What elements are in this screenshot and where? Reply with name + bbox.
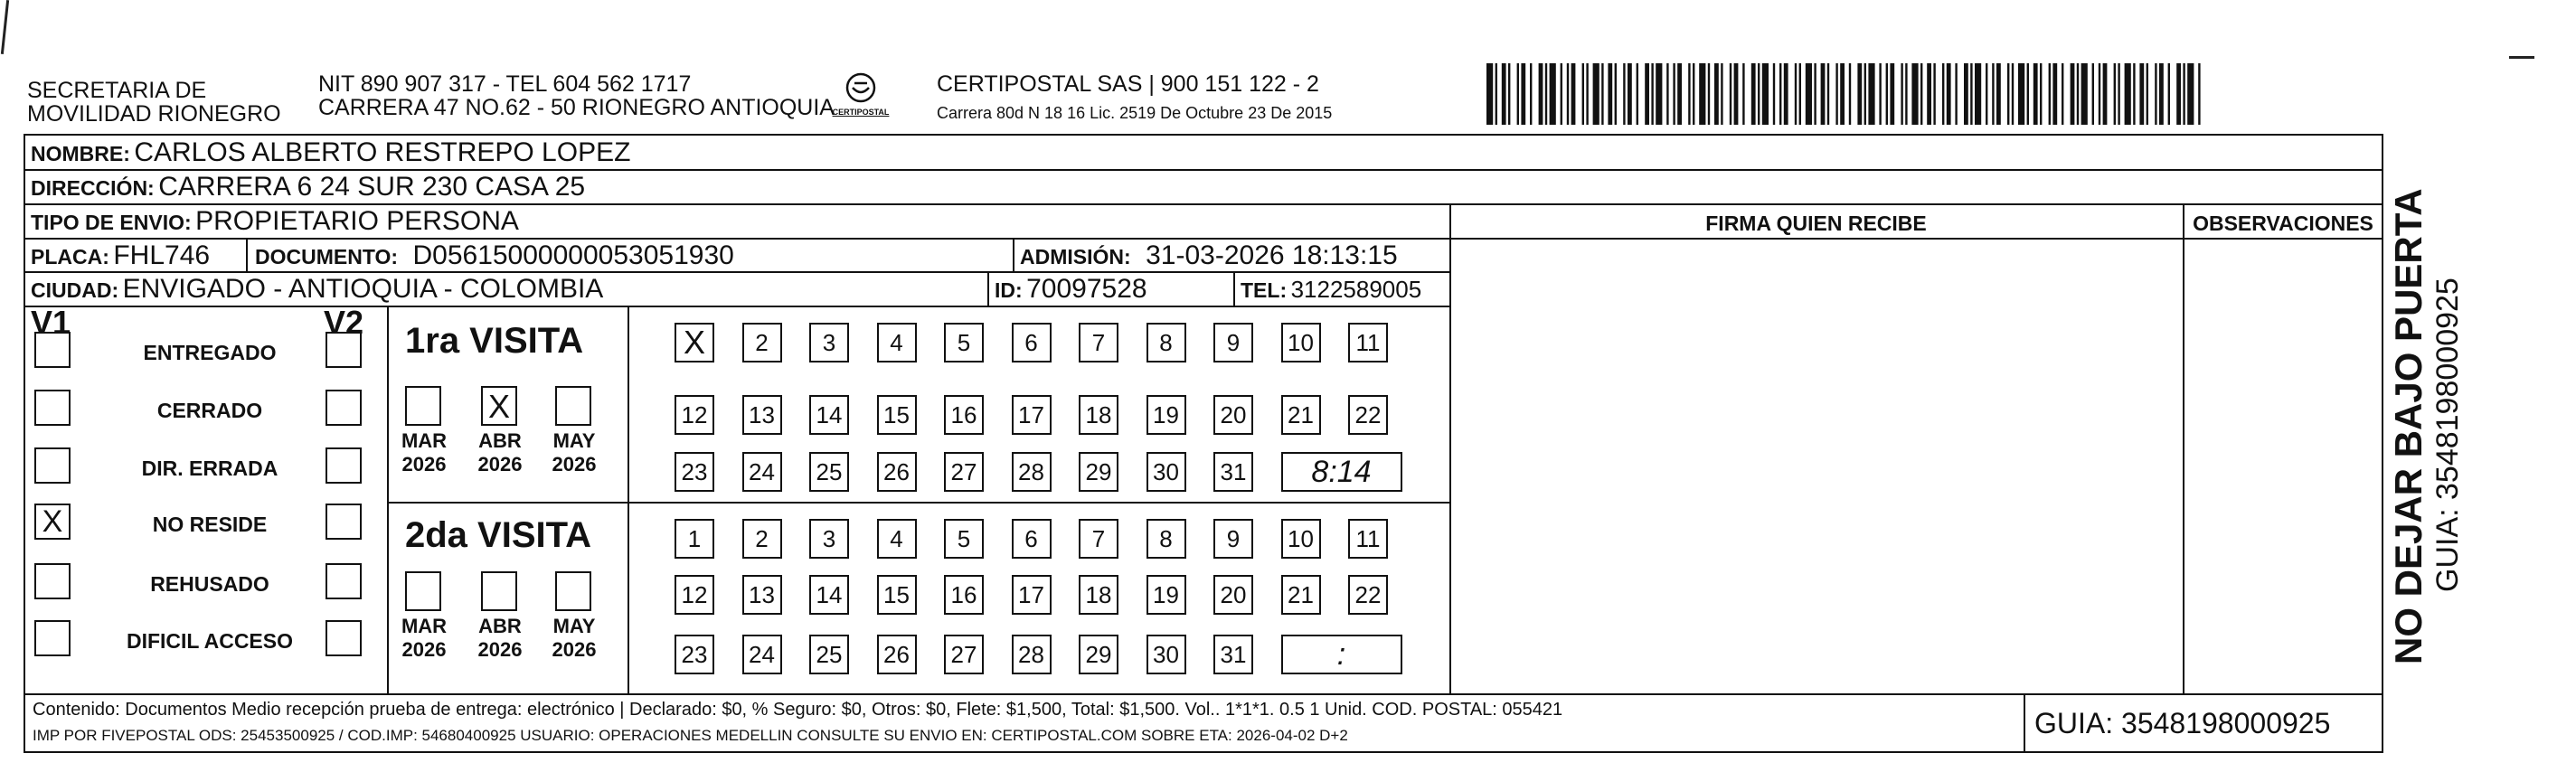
barcode-bar <box>1992 63 1994 125</box>
tel-field <box>1241 275 1421 308</box>
barcode-bar <box>1857 63 1862 125</box>
barcode-bar <box>2183 63 2184 125</box>
barcode-bar <box>1864 63 1866 125</box>
barcode-bar <box>1835 63 1837 125</box>
barcode-bar <box>1645 63 1649 125</box>
day-box[interactable]: 13 <box>742 575 782 615</box>
address-field <box>31 173 585 206</box>
day-box[interactable]: 5 <box>944 519 984 559</box>
status-reason-label: DIFICIL ACCESO <box>126 629 293 653</box>
name-field <box>31 138 630 172</box>
barcode-bar <box>2168 63 2170 125</box>
barcode-bar <box>1827 63 1829 125</box>
barcode-bar <box>2052 63 2057 125</box>
day-box[interactable]: 22 <box>1348 395 1388 435</box>
day-box[interactable]: 29 <box>1079 635 1118 674</box>
day-box[interactable]: 7 <box>1079 323 1118 362</box>
plate-value: FHL746 <box>113 240 211 270</box>
month-name: ABR <box>478 429 522 452</box>
day-box[interactable]: 25 <box>809 635 849 674</box>
signature-column-header <box>1449 209 2183 241</box>
col-divider <box>987 271 989 306</box>
barcode-bar <box>1821 63 1826 125</box>
barcode-bar <box>1608 63 1612 125</box>
v1-checkbox[interactable] <box>34 390 71 426</box>
v2-checkbox[interactable] <box>326 504 362 540</box>
status-reason-label: NO RESIDE <box>152 513 268 536</box>
barcode-bar <box>2133 63 2135 125</box>
barcode-bar <box>1779 63 1781 125</box>
barcode-bar <box>2187 63 2194 125</box>
address-line: CARRERA 47 NO.62 - 50 RIONEGRO ANTIOQUIA <box>318 95 835 120</box>
barcode-bar <box>1545 63 1547 125</box>
v1-label: V1 <box>31 304 71 341</box>
name-label: NOMBRE: <box>31 142 130 165</box>
barcode-bar <box>1521 63 1525 125</box>
barcode-bar <box>1964 63 1968 125</box>
barcode-bar <box>2062 63 2063 125</box>
barcode-bar <box>1773 63 1775 125</box>
visit-divider <box>387 502 1449 504</box>
city-value: ENVIGADO - ANTIOQUIA - COLOMBIA <box>122 274 604 304</box>
col-divider <box>1013 238 1014 271</box>
barcode-bar <box>1628 63 1632 125</box>
barcode-bar <box>2139 63 2144 125</box>
type-field <box>31 207 519 240</box>
day-box[interactable]: 26 <box>877 452 917 492</box>
v1-checkbox[interactable] <box>34 447 71 484</box>
org-name <box>27 79 281 126</box>
day-box[interactable]: 5 <box>944 323 984 362</box>
barcode-bar <box>1486 63 1493 125</box>
city-label: CIUDAD: <box>31 278 119 302</box>
barcode-bar <box>2103 63 2108 125</box>
day-box[interactable]: 21 <box>1281 395 1321 435</box>
scan-edge-mark <box>1 0 9 54</box>
month-checkbox[interactable] <box>481 571 517 611</box>
v1-checkbox[interactable]: X <box>34 504 71 540</box>
barcode-bar <box>1975 63 1981 125</box>
admission-field <box>1020 241 1398 275</box>
barcode-bar <box>1955 63 1957 125</box>
courier-name: CERTIPOSTAL SAS | 900 151 122 - 2 <box>937 71 1319 97</box>
day-box[interactable]: 6 <box>1012 519 1052 559</box>
day-box[interactable]: 29 <box>1079 452 1118 492</box>
barcode-bar <box>2033 63 2038 125</box>
barcode-bar <box>1508 63 1510 125</box>
day-box[interactable]: 10 <box>1281 323 1321 362</box>
day-box[interactable]: 30 <box>1146 452 1186 492</box>
logo-text: CERTIPOSTAL <box>832 108 890 117</box>
month-checkbox[interactable]: X <box>481 386 517 426</box>
day-box[interactable]: 30 <box>1146 635 1186 674</box>
row-divider <box>25 693 2382 695</box>
day-box[interactable]: 2 <box>742 323 782 362</box>
barcode-bar <box>1905 63 1907 125</box>
plate-label: PLACA: <box>31 245 109 268</box>
org-line-2: MOVILIDAD RIONEGRO <box>27 101 281 127</box>
col-divider <box>1449 203 1451 693</box>
barcode-bar <box>1762 63 1769 125</box>
day-box[interactable]: 8 <box>1146 519 1186 559</box>
day-box[interactable]: 7 <box>1079 519 1118 559</box>
barcode-bar <box>1901 63 1902 125</box>
barcode-bar <box>2012 63 2014 125</box>
barcode-bar <box>1517 63 1519 125</box>
day-box[interactable]: 6 <box>1012 323 1052 362</box>
v1-checkbox[interactable] <box>34 563 71 599</box>
id-value: 70097528 <box>1026 274 1147 304</box>
barcode-bar <box>1942 63 1944 125</box>
v2-checkbox[interactable] <box>326 390 362 426</box>
type-value: PROPIETARIO PERSONA <box>195 206 519 236</box>
barcode-bar <box>1721 63 1722 125</box>
day-box[interactable]: 22 <box>1348 575 1388 615</box>
col-divider <box>2183 203 2184 693</box>
barcode-bar <box>1911 63 1918 125</box>
barcode-bar <box>1693 63 1694 125</box>
day-box[interactable]: 11 <box>1348 519 1388 559</box>
barcode-bar <box>2007 63 2009 125</box>
month-year: 2026 <box>477 453 523 475</box>
barcode-bar <box>1742 63 1744 125</box>
day-box[interactable]: 14 <box>809 575 849 615</box>
day-box[interactable]: 24 <box>742 635 782 674</box>
side-guia: GUIA: 3548198000925 <box>2430 278 2465 592</box>
month-checkbox[interactable] <box>405 571 441 611</box>
day-box[interactable]: 2 <box>742 519 782 559</box>
signature-label: FIRMA QUIEN RECIBE <box>1705 212 1927 235</box>
day-box[interactable]: 19 <box>1146 575 1186 615</box>
barcode-bar <box>2092 63 2094 125</box>
barcode-bar <box>2049 63 2051 125</box>
barcode-bar <box>2040 63 2042 125</box>
day-box[interactable]: 18 <box>1079 395 1118 435</box>
day-box[interactable]: 24 <box>742 452 782 492</box>
barcode-bar <box>1623 63 1625 125</box>
v2-checkbox[interactable] <box>326 332 362 368</box>
barcode-bar <box>2077 63 2079 125</box>
barcode-bar <box>2159 63 2164 125</box>
day-box[interactable]: 9 <box>1213 323 1253 362</box>
month-year: 2026 <box>401 453 447 475</box>
col-divider <box>1233 271 1235 306</box>
barcode-bar <box>1758 63 1760 125</box>
day-box[interactable]: 9 <box>1213 519 1253 559</box>
admission-label: ADMISIÓN: <box>1020 245 1131 268</box>
v1-checkbox[interactable] <box>34 620 71 656</box>
certipostal-logo <box>825 72 897 118</box>
city-field <box>31 275 603 308</box>
barcode-bar <box>1947 63 1951 125</box>
barcode-bar <box>1677 63 1682 125</box>
name-value: CARLOS ALBERTO RESTREPO LOPEZ <box>134 137 631 167</box>
barcode-bar <box>1666 63 1668 125</box>
day-box[interactable]: 25 <box>809 452 849 492</box>
barcode-bar <box>2155 63 2156 125</box>
month-name: MAY <box>552 429 596 452</box>
tel-value: 3122589005 <box>1290 276 1422 303</box>
document-value: D05615000000053051930 <box>412 240 734 270</box>
month-year: 2026 <box>552 638 597 661</box>
barcode-bar <box>1730 63 1731 125</box>
barcode-bar <box>1571 63 1576 125</box>
day-box[interactable]: 17 <box>1012 575 1052 615</box>
day-box[interactable]: X <box>675 323 714 362</box>
barcode-bar <box>1699 63 1705 125</box>
barcode-bar <box>1886 63 1888 125</box>
day-box[interactable]: 4 <box>877 519 917 559</box>
month-name: ABR <box>478 615 522 637</box>
status-reason-label: CERRADO <box>156 399 263 422</box>
barcode-bar <box>1688 63 1690 125</box>
barcode-bar <box>1530 63 1532 125</box>
day-box[interactable]: 23 <box>675 452 714 492</box>
barcode-bar <box>2071 63 2075 125</box>
day-box[interactable]: 20 <box>1213 395 1253 435</box>
day-box[interactable]: 20 <box>1213 575 1253 615</box>
scan-edge-mark <box>2509 56 2534 59</box>
barcode-bar <box>1868 63 1874 125</box>
day-box[interactable]: 11 <box>1348 323 1388 362</box>
barcode-bar <box>2081 63 2088 125</box>
barcode-bar <box>1920 63 1922 125</box>
barcode-bar <box>1567 63 1569 125</box>
v2-checkbox[interactable] <box>326 563 362 599</box>
v2-checkbox[interactable] <box>326 447 362 484</box>
logo-icon <box>843 72 879 103</box>
barcode-bar <box>1814 63 1816 125</box>
observations-column-header <box>2184 209 2382 241</box>
barcode-bar <box>2125 63 2131 125</box>
day-box[interactable]: 18 <box>1079 575 1118 615</box>
day-box[interactable]: 16 <box>944 575 984 615</box>
day-box[interactable]: 21 <box>1281 575 1321 615</box>
barcode <box>1483 63 2206 125</box>
month-checkbox[interactable] <box>555 386 591 426</box>
month-year: 2026 <box>477 638 523 661</box>
barcode-bar <box>2147 63 2148 125</box>
day-box[interactable]: 31 <box>1213 635 1253 674</box>
barcode-bar <box>1561 63 1562 125</box>
col-divider <box>2024 693 2025 751</box>
barcode-bar <box>1996 63 2001 125</box>
barcode-bar <box>1708 63 1710 125</box>
document-field <box>255 241 734 275</box>
v2-checkbox[interactable] <box>326 620 362 656</box>
day-box[interactable]: 13 <box>742 395 782 435</box>
barcode-bar <box>1933 63 1935 125</box>
v1-checkbox[interactable] <box>34 332 71 368</box>
status-reason-label: ENTREGADO <box>143 341 277 364</box>
day-box[interactable]: 12 <box>675 395 714 435</box>
barcode-bar <box>1784 63 1788 125</box>
barcode-bar <box>1656 63 1662 125</box>
barcode-bar <box>1601 63 1603 125</box>
day-box[interactable]: 27 <box>944 452 984 492</box>
barcode-bar <box>1615 63 1617 125</box>
day-box[interactable]: 12 <box>675 575 714 615</box>
address-value: CARRERA 6 24 SUR 230 CASA 25 <box>158 172 586 202</box>
plate-field <box>31 241 210 275</box>
barcode-bar <box>1714 63 1719 125</box>
type-label: TIPO DE ENVIO: <box>31 211 192 234</box>
no-slip-under-door-warning: NO DEJAR BAJO PUERTA <box>2387 188 2430 664</box>
day-box[interactable]: 3 <box>809 519 849 559</box>
barcode-bar <box>2118 63 2119 125</box>
barcode-bar <box>1496 63 1497 125</box>
org-line-1: SECRETARIA DE <box>27 78 207 103</box>
time-box[interactable]: 8:14 <box>1281 452 1402 492</box>
month-name: MAY <box>552 615 596 637</box>
barcode-bar <box>1539 63 1543 125</box>
courier-address: Carrera 80d N 18 16 Lic. 2519 De Octubre 23 De 2015 <box>937 104 1333 122</box>
barcode-bar <box>1582 63 1584 125</box>
barcode-bar <box>1586 63 1588 125</box>
admission-value: 31-03-2026 18:13:15 <box>1146 240 1398 270</box>
delivery-form <box>24 134 2383 753</box>
visit1-title: 1ra VISITA <box>405 321 584 361</box>
month-checkbox[interactable] <box>405 386 441 426</box>
barcode-bar <box>1799 63 1801 125</box>
day-box[interactable]: 26 <box>877 635 917 674</box>
barcode-bar <box>1970 63 1972 125</box>
id-field <box>995 275 1147 308</box>
column-header-divider <box>1449 238 2382 240</box>
barcode-bar <box>1927 63 1931 125</box>
day-box[interactable]: 16 <box>944 395 984 435</box>
barcode-bar <box>1986 63 1987 125</box>
barcode-bar <box>1673 63 1675 125</box>
barcode-bar <box>1795 63 1797 125</box>
document-label: DOCUMENTO: <box>255 245 399 268</box>
v2-label: V2 <box>324 304 364 341</box>
day-box[interactable]: 17 <box>1012 395 1052 435</box>
barcode-bar <box>1849 63 1851 125</box>
barcode-bar <box>1502 63 1506 125</box>
day-box[interactable]: 27 <box>944 635 984 674</box>
month-name: MAR <box>401 429 448 452</box>
observations-label: OBSERVACIONES <box>2193 212 2373 235</box>
barcode-bar <box>1550 63 1556 125</box>
day-box[interactable]: 3 <box>809 323 849 362</box>
barcode-bar <box>2027 63 2029 125</box>
day-box[interactable]: 4 <box>877 323 917 362</box>
barcode-bar <box>2114 63 2116 125</box>
col-divider <box>246 238 248 271</box>
barcode-bar <box>1734 63 1739 125</box>
status-reason-label: DIR. ERRADA <box>141 457 278 480</box>
barcode-bar <box>2176 63 2181 125</box>
day-box[interactable]: 28 <box>1012 635 1052 674</box>
month-year: 2026 <box>552 453 597 475</box>
day-box[interactable]: 15 <box>877 395 917 435</box>
status-reason-label: REHUSADO <box>150 572 269 596</box>
address-label: DIRECCIÓN: <box>31 176 155 200</box>
barcode-bar <box>1593 63 1599 125</box>
day-box[interactable]: 23 <box>675 635 714 674</box>
barcode-bar <box>2099 63 2100 125</box>
day-box[interactable]: 19 <box>1146 395 1186 435</box>
id-label: ID: <box>995 278 1023 302</box>
footer-guia: GUIA: 3548198000925 <box>2034 707 2331 739</box>
time-box[interactable]: : <box>1281 635 1402 674</box>
day-box[interactable]: 28 <box>1012 452 1052 492</box>
day-box[interactable]: 14 <box>809 395 849 435</box>
barcode-bar <box>1637 63 1638 125</box>
visit2-title: 2da VISITA <box>405 515 591 555</box>
barcode-bar <box>1879 63 1881 125</box>
barcode-bar <box>1840 63 1845 125</box>
barcode-bar <box>1806 63 1812 125</box>
day-box[interactable]: 10 <box>1281 519 1321 559</box>
day-box[interactable]: 31 <box>1213 452 1253 492</box>
barcode-bar <box>1751 63 1756 125</box>
tel-label: TEL: <box>1241 278 1288 302</box>
day-box[interactable]: 8 <box>1146 323 1186 362</box>
footer-content: Contenido: Documentos Medio recepción prueba de entrega: electrónico | Declarado: $0, % Seguro: $0, Otros: $0, Flete: $1,500, Total: $1,500. Vol.. 1*1*1. 0.5 1 Unid. COD. POSTAL: 055421 <box>33 700 1563 720</box>
nit-line: NIT 890 907 317 - TEL 604 562 1717 <box>318 71 692 97</box>
day-box[interactable]: 1 <box>675 519 714 559</box>
footer-print-info: IMP POR FIVEPOSTAL ODS: 25453500925 / COD.IMP: 54680400925 USUARIO: OPERACIONES MEDELLIN CONSULTE SU ENVIO EN: CERTIPOSTAL.COM SOBRE ETA: 2026-04-02 D+2 <box>33 727 1348 744</box>
col-divider <box>387 306 389 693</box>
barcode-bar <box>2018 63 2024 125</box>
month-checkbox[interactable] <box>555 571 591 611</box>
barcode-bar <box>1651 63 1653 125</box>
month-name: MAR <box>401 615 448 637</box>
org-contact <box>318 72 835 119</box>
month-year: 2026 <box>401 638 447 661</box>
col-divider <box>627 306 629 693</box>
barcode-bar <box>2198 63 2200 125</box>
day-box[interactable]: 15 <box>877 575 917 615</box>
barcode-bar <box>1890 63 1894 125</box>
